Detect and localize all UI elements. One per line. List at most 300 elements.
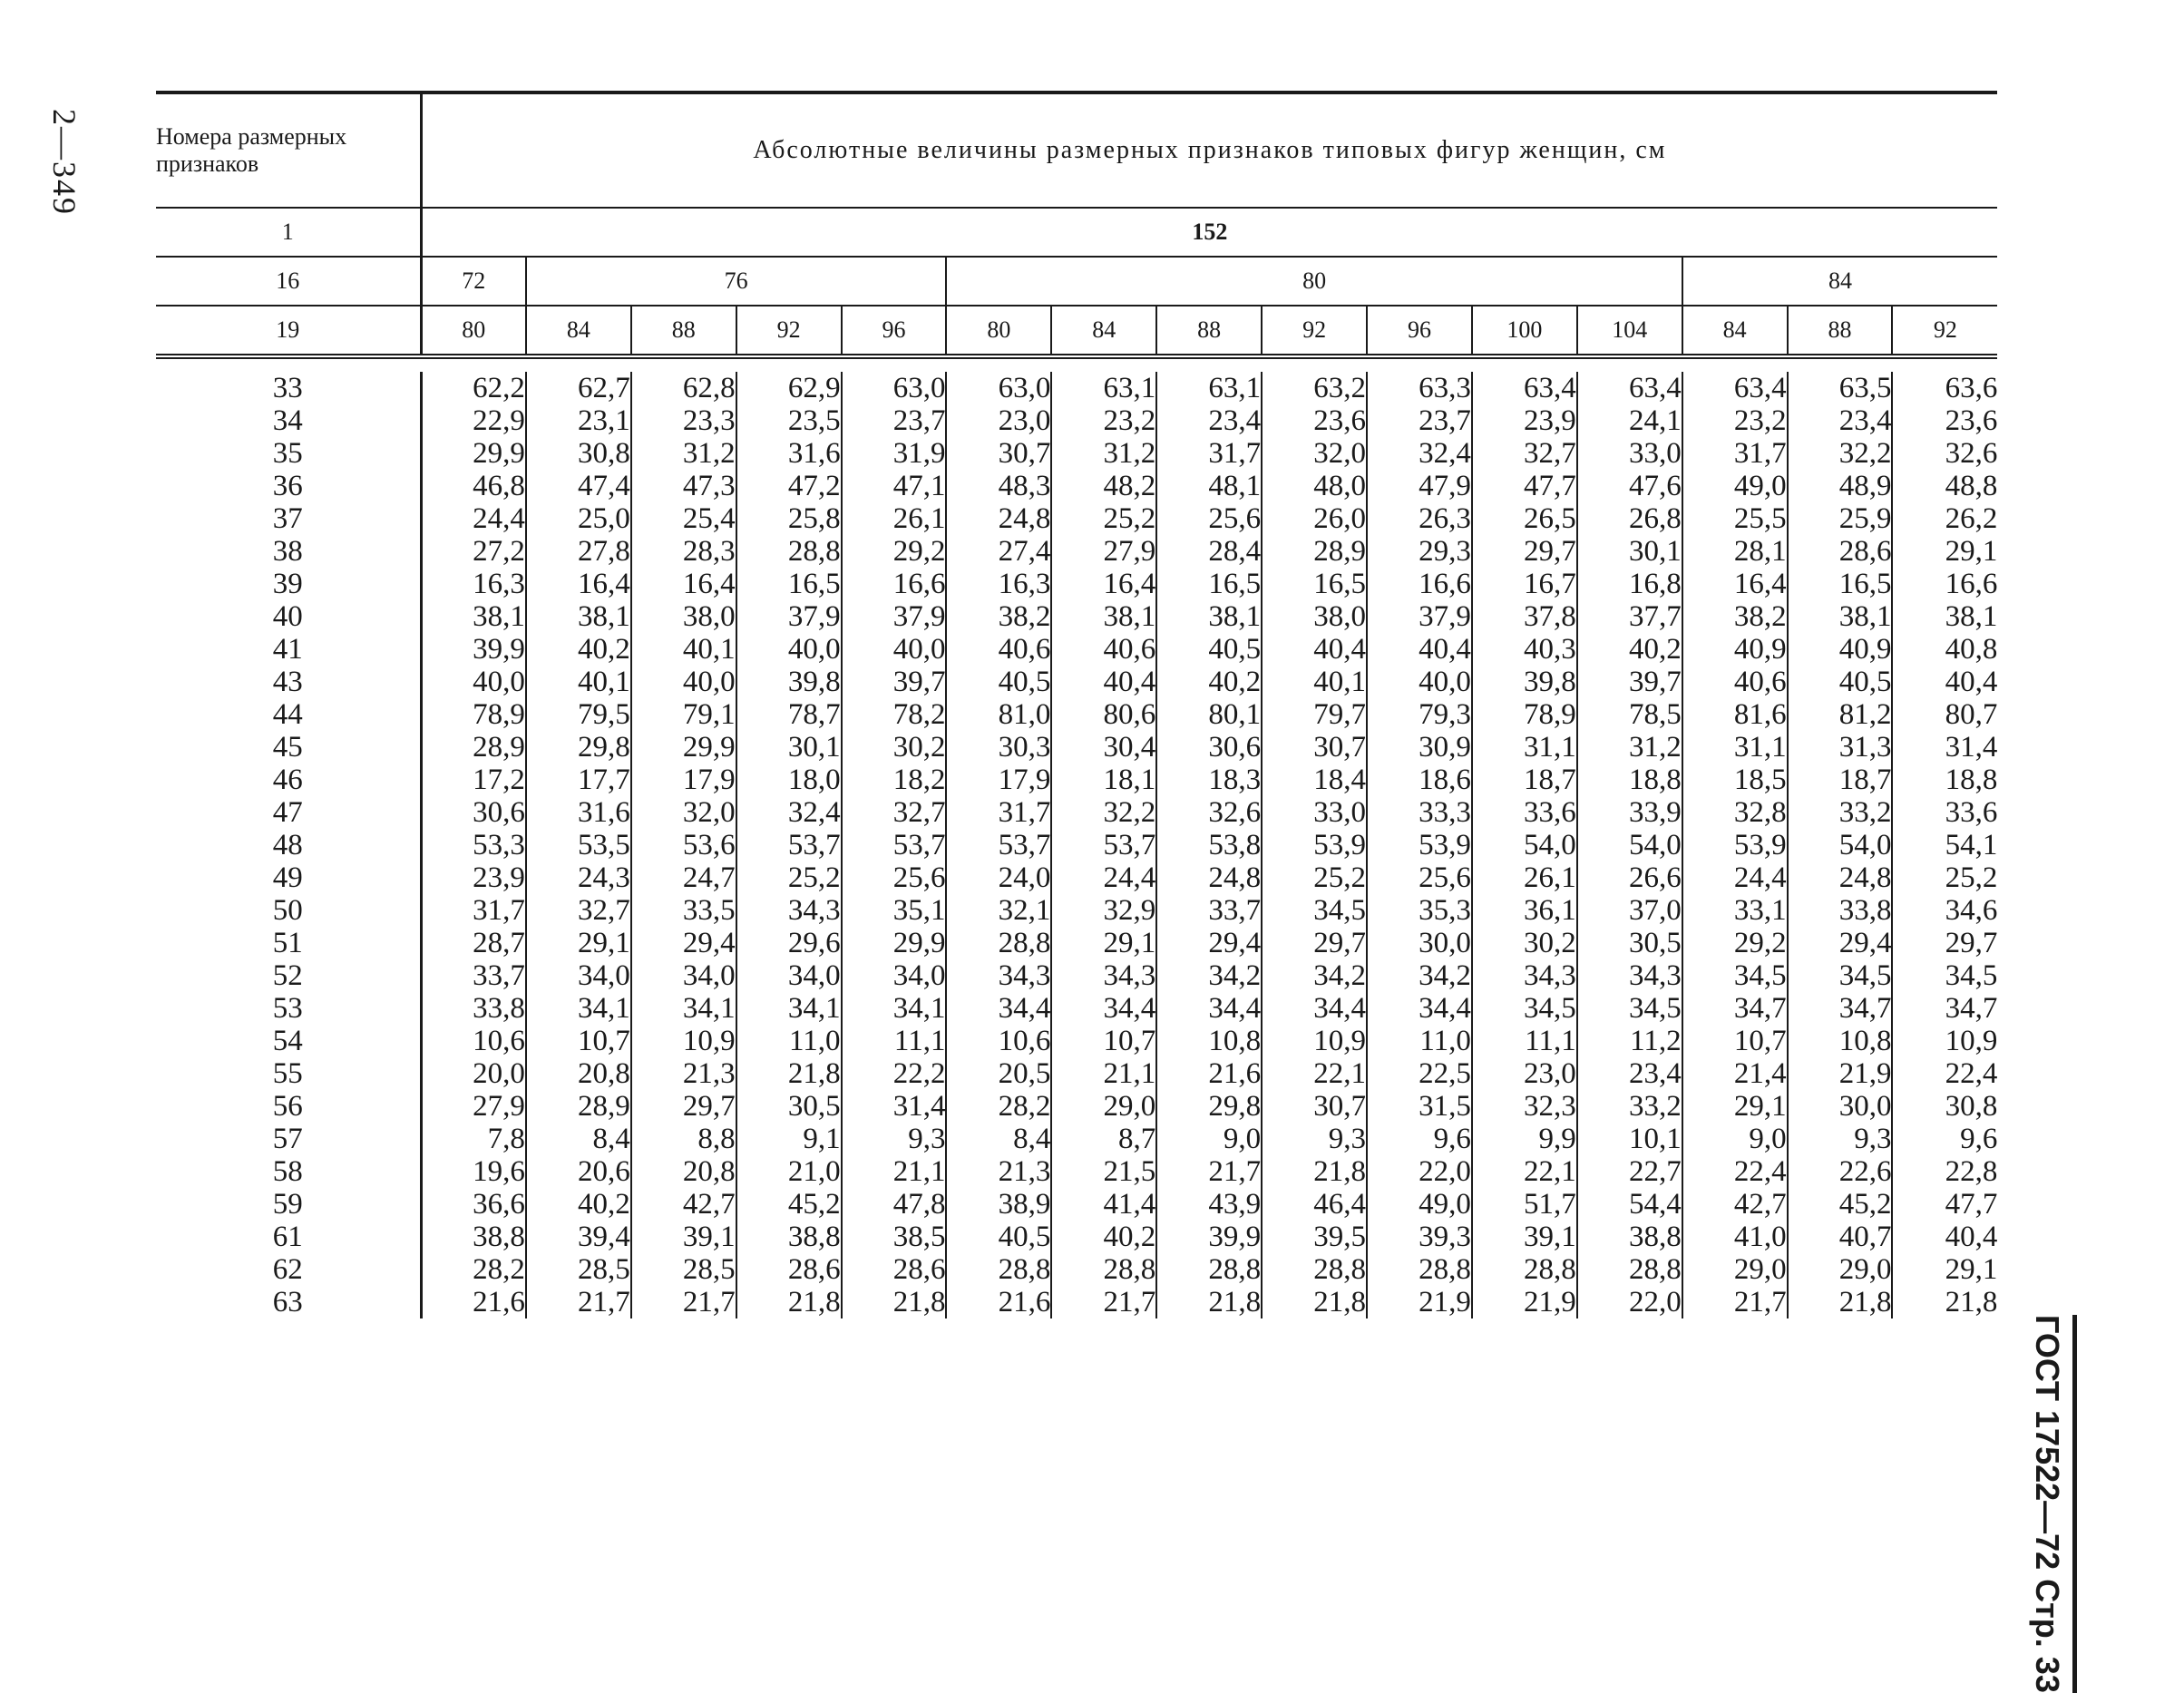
table-cell: 27,9 — [1051, 535, 1156, 568]
table-cell: 21,7 — [631, 1286, 736, 1318]
table-cell: 63,3 — [1367, 372, 1472, 404]
table-row — [156, 861, 1997, 894]
table-cell: 11,0 — [1367, 1025, 1472, 1057]
table-cell: 29,4 — [1156, 927, 1262, 959]
header-level19-value: 80 — [946, 306, 1051, 356]
table-row — [156, 1025, 1997, 1057]
table-cell: 28,8 — [1262, 1253, 1367, 1286]
table-cell: 28,8 — [736, 535, 842, 568]
table-cell: 39,9 — [1156, 1221, 1262, 1253]
table-cell: 24,8 — [1156, 861, 1262, 894]
table-cell: 9,6 — [1367, 1123, 1472, 1155]
table-cell: 51,7 — [1472, 1188, 1577, 1221]
table-cell: 33,6 — [1892, 796, 1997, 829]
table-cell: 25,4 — [631, 502, 736, 535]
header-level19-value: 84 — [1051, 306, 1156, 356]
header-level19-value: 92 — [1262, 306, 1367, 356]
table-cell: 53,3 — [421, 829, 526, 861]
table-cell: 22,0 — [1367, 1155, 1472, 1188]
table-cell: 30,0 — [1367, 927, 1472, 959]
table-cell: 18,0 — [736, 764, 842, 796]
table-cell: 34,0 — [736, 959, 842, 992]
table-cell: 8,8 — [631, 1123, 736, 1155]
table-cell: 23,0 — [1472, 1057, 1577, 1090]
table-cell: 34,5 — [1577, 992, 1682, 1025]
page-number: 2—349 — [46, 109, 83, 216]
table-cell: 62,8 — [631, 372, 736, 404]
table-cell: 34,0 — [842, 959, 947, 992]
table-cell: 30,7 — [1262, 1090, 1367, 1123]
table-cell: 40,5 — [946, 1221, 1051, 1253]
table-cell: 8,4 — [526, 1123, 631, 1155]
table-cell: 22,2 — [842, 1057, 947, 1090]
measurement-number: 41 — [272, 633, 303, 666]
table-cell: 47,4 — [526, 470, 631, 502]
table-cell: 30,0 — [1788, 1090, 1893, 1123]
table-cell: 80,7 — [1892, 698, 1997, 731]
table-cell: 18,7 — [1472, 764, 1577, 796]
table-cell: 39,1 — [1472, 1221, 1577, 1253]
table-cell: 31,9 — [842, 437, 947, 470]
table-cell: 39,4 — [526, 1221, 631, 1253]
table-cell: 25,9 — [1788, 502, 1893, 535]
table-cell: 39,1 — [631, 1221, 736, 1253]
table-cell: 48,3 — [946, 470, 1051, 502]
table-cell: 63,4 — [1577, 372, 1682, 404]
table-cell: 10,6 — [946, 1025, 1051, 1057]
table-cell: 78,5 — [1577, 698, 1682, 731]
table-cell: 33,8 — [1788, 894, 1893, 927]
table-cell: 16,5 — [1788, 568, 1893, 600]
table-row — [156, 470, 1997, 502]
header-level19-value: 104 — [1577, 306, 1682, 356]
table-cell: 21,8 — [736, 1057, 842, 1090]
table-cell: 21,3 — [946, 1155, 1051, 1188]
table-cell: 29,7 — [1472, 535, 1577, 568]
table-cell: 29,4 — [1788, 927, 1893, 959]
table-cell: 34,5 — [1892, 959, 1997, 992]
table-cell: 18,1 — [1051, 764, 1156, 796]
table-cell: 22,0 — [1577, 1286, 1682, 1318]
table-row — [156, 927, 1997, 959]
table-cell: 9,3 — [1788, 1123, 1893, 1155]
table-cell: 32,7 — [526, 894, 631, 927]
header-level-label: 19 — [156, 306, 421, 356]
table-cell: 16,7 — [1472, 568, 1577, 600]
table-cell: 53,9 — [1262, 829, 1367, 861]
table-cell: 49,0 — [1682, 470, 1788, 502]
table-cell: 30,2 — [842, 731, 947, 764]
table-cell: 26,1 — [842, 502, 947, 535]
table-cell: 21,6 — [1156, 1057, 1262, 1090]
table-cell: 34,3 — [736, 894, 842, 927]
table-cell: 37,9 — [736, 600, 842, 633]
table-cell: 34,5 — [1788, 959, 1893, 992]
table-cell: 62,9 — [736, 372, 842, 404]
table-cell: 17,2 — [421, 764, 526, 796]
table-cell: 78,9 — [421, 698, 526, 731]
table-cell: 28,2 — [946, 1090, 1051, 1123]
table-cell: 23,4 — [1577, 1057, 1682, 1090]
table-cell: 16,4 — [526, 568, 631, 600]
table-cell: 47,1 — [842, 470, 947, 502]
table-cell: 27,4 — [946, 535, 1051, 568]
table-cell: 46,8 — [421, 470, 526, 502]
table-cell: 63,4 — [1472, 372, 1577, 404]
table-cell: 23,4 — [1788, 404, 1893, 437]
table-cell: 29,8 — [526, 731, 631, 764]
table-cell: 11,1 — [1472, 1025, 1577, 1057]
table-cell: 16,6 — [1892, 568, 1997, 600]
table-cell: 23,7 — [842, 404, 947, 437]
table-cell: 32,2 — [1788, 437, 1893, 470]
measurement-number: 58 — [272, 1155, 303, 1188]
table-cell: 21,7 — [1682, 1286, 1788, 1318]
table-cell: 40,6 — [1051, 633, 1156, 666]
table-cell: 47,2 — [736, 470, 842, 502]
table-cell: 20,5 — [946, 1057, 1051, 1090]
table-cell: 63,1 — [1051, 372, 1156, 404]
table-row — [156, 437, 1997, 470]
table-cell: 34,2 — [1156, 959, 1262, 992]
table-cell: 25,8 — [736, 502, 842, 535]
table-row — [156, 502, 1997, 535]
table-cell: 32,0 — [1262, 437, 1367, 470]
table-cell: 25,5 — [1682, 502, 1788, 535]
table-cell: 21,8 — [1788, 1286, 1893, 1318]
table-cell: 39,9 — [421, 633, 526, 666]
header-level19-value: 80 — [421, 306, 526, 356]
table-row — [156, 829, 1997, 861]
table-cell: 25,2 — [1262, 861, 1367, 894]
table-cell: 28,4 — [1156, 535, 1262, 568]
table-cell: 25,6 — [1156, 502, 1262, 535]
table-cell: 11,1 — [842, 1025, 947, 1057]
table-cell: 29,1 — [1682, 1090, 1788, 1123]
table-row — [156, 796, 1997, 829]
table-cell: 78,9 — [1472, 698, 1577, 731]
table-cell: 54,0 — [1577, 829, 1682, 861]
table-cell: 7,8 — [421, 1123, 526, 1155]
table-cell: 9,3 — [842, 1123, 947, 1155]
table-cell: 63,6 — [1892, 372, 1997, 404]
table-cell: 47,9 — [1367, 470, 1472, 502]
table-cell: 34,6 — [1892, 894, 1997, 927]
table-cell: 10,9 — [631, 1025, 736, 1057]
table-cell: 8,4 — [946, 1123, 1051, 1155]
table-cell: 40,8 — [1892, 633, 1997, 666]
table-cell: 40,6 — [946, 633, 1051, 666]
table-cell: 10,9 — [1262, 1025, 1367, 1057]
measurement-number: 33 — [272, 372, 303, 404]
table-cell: 22,5 — [1367, 1057, 1472, 1090]
table-cell: 48,2 — [1051, 470, 1156, 502]
measurement-number: 63 — [272, 1286, 303, 1318]
table-cell: 21,5 — [1051, 1155, 1156, 1188]
table-cell: 32,1 — [946, 894, 1051, 927]
table-cell: 38,9 — [946, 1188, 1051, 1221]
table-cell: 34,0 — [631, 959, 736, 992]
table-cell: 63,0 — [946, 372, 1051, 404]
header-level19-value: 92 — [1892, 306, 1997, 356]
header-level19-value: 88 — [1156, 306, 1262, 356]
table-cell: 10,7 — [1051, 1025, 1156, 1057]
table-row — [156, 1057, 1997, 1090]
table-cell: 80,1 — [1156, 698, 1262, 731]
table-cell: 32,9 — [1051, 894, 1156, 927]
table-cell: 34,3 — [1472, 959, 1577, 992]
table-cell: 21,6 — [946, 1286, 1051, 1318]
table-cell: 34,1 — [736, 992, 842, 1025]
table-cell: 33,7 — [421, 959, 526, 992]
table-cell: 16,6 — [842, 568, 947, 600]
table-cell: 40,1 — [526, 666, 631, 698]
table-cell: 34,1 — [631, 992, 736, 1025]
table-cell: 11,0 — [736, 1025, 842, 1057]
table-cell: 32,8 — [1682, 796, 1788, 829]
table-cell: 31,7 — [946, 796, 1051, 829]
table-cell: 18,5 — [1682, 764, 1788, 796]
table-cell: 40,0 — [421, 666, 526, 698]
header-level1-value: 152 — [421, 208, 1997, 257]
table-cell: 21,8 — [1156, 1286, 1262, 1318]
table-cell: 26,6 — [1577, 861, 1682, 894]
table-cell: 40,7 — [1788, 1221, 1893, 1253]
table-cell: 27,9 — [421, 1090, 526, 1123]
table-cell: 20,6 — [526, 1155, 631, 1188]
measurement-number: 35 — [272, 437, 303, 470]
table-cell: 40,2 — [526, 1188, 631, 1221]
measurement-number: 43 — [272, 666, 303, 698]
table-cell: 30,7 — [946, 437, 1051, 470]
table-cell: 23,2 — [1051, 404, 1156, 437]
measurement-number: 34 — [272, 404, 303, 437]
table-cell: 30,5 — [736, 1090, 842, 1123]
table-cell: 29,0 — [1682, 1253, 1788, 1286]
table-cell: 81,6 — [1682, 698, 1788, 731]
table-cell: 21,0 — [736, 1155, 842, 1188]
table-cell: 78,2 — [842, 698, 947, 731]
measurement-number: 54 — [272, 1025, 303, 1057]
table-cell: 78,7 — [736, 698, 842, 731]
header-level19-value: 88 — [1788, 306, 1893, 356]
measurement-number: 57 — [272, 1123, 303, 1155]
header-level19-value: 88 — [631, 306, 736, 356]
table-cell: 31,4 — [842, 1090, 947, 1123]
table-row — [156, 959, 1997, 992]
table-row — [156, 404, 1997, 437]
table-cell: 47,3 — [631, 470, 736, 502]
table-cell: 16,5 — [1262, 568, 1367, 600]
table-cell: 38,5 — [842, 1221, 947, 1253]
table-cell: 53,7 — [946, 829, 1051, 861]
table-cell: 43,9 — [1156, 1188, 1262, 1221]
table-cell: 28,1 — [1682, 535, 1788, 568]
row-header-title: Номера размерных признаков — [156, 94, 421, 208]
table-cell: 31,6 — [736, 437, 842, 470]
table-cell: 53,9 — [1682, 829, 1788, 861]
table-cell: 9,1 — [736, 1123, 842, 1155]
table-cell: 53,9 — [1367, 829, 1472, 861]
table-cell: 24,7 — [631, 861, 736, 894]
table-cell: 40,2 — [526, 633, 631, 666]
table-cell: 53,8 — [1156, 829, 1262, 861]
table-cell: 16,4 — [1051, 568, 1156, 600]
table-cell: 63,5 — [1788, 372, 1893, 404]
table-cell: 81,2 — [1788, 698, 1893, 731]
table-cell: 34,5 — [1682, 959, 1788, 992]
header-level19-value: 84 — [1682, 306, 1788, 356]
table-cell: 54,0 — [1472, 829, 1577, 861]
header-level19-value: 96 — [1367, 306, 1472, 356]
table-cell: 26,0 — [1262, 502, 1367, 535]
table-cell: 24,4 — [1051, 861, 1156, 894]
table-cell: 63,4 — [1682, 372, 1788, 404]
table-cell: 22,4 — [1892, 1057, 1997, 1090]
table-cell: 40,1 — [1262, 666, 1367, 698]
table-cell: 23,1 — [526, 404, 631, 437]
table-cell: 33,7 — [1156, 894, 1262, 927]
table-cell: 40,6 — [1682, 666, 1788, 698]
table-cell: 24,8 — [1788, 861, 1893, 894]
table-cell: 9,9 — [1472, 1123, 1577, 1155]
measurement-number: 47 — [272, 796, 303, 829]
measurement-number: 56 — [272, 1090, 303, 1123]
table-cell: 38,1 — [1788, 600, 1893, 633]
table-cell: 29,6 — [736, 927, 842, 959]
table-cell: 32,2 — [1051, 796, 1156, 829]
table-cell: 31,7 — [421, 894, 526, 927]
table-cell: 47,7 — [1892, 1188, 1997, 1221]
table-cell: 20,0 — [421, 1057, 526, 1090]
table-cell: 10,7 — [1682, 1025, 1788, 1057]
table-cell: 30,3 — [946, 731, 1051, 764]
table-cell: 16,4 — [1682, 568, 1788, 600]
table-cell: 38,1 — [1051, 600, 1156, 633]
table-cell: 37,0 — [1577, 894, 1682, 927]
header-level19-value: 96 — [842, 306, 947, 356]
table-cell: 29,7 — [1262, 927, 1367, 959]
table-cell: 26,3 — [1367, 502, 1472, 535]
table-cell: 28,8 — [946, 1253, 1051, 1286]
table-cell: 10,8 — [1156, 1025, 1262, 1057]
table-cell: 41,4 — [1051, 1188, 1156, 1221]
table-cell: 21,7 — [526, 1286, 631, 1318]
table-cell: 30,2 — [1472, 927, 1577, 959]
table-cell: 10,9 — [1892, 1025, 1997, 1057]
table-cell: 35,3 — [1367, 894, 1472, 927]
table-cell: 16,5 — [1156, 568, 1262, 600]
table-cell: 30,9 — [1367, 731, 1472, 764]
table-row — [156, 1090, 1997, 1123]
table-cell: 21,8 — [842, 1286, 947, 1318]
table-cell: 28,3 — [631, 535, 736, 568]
table-cell: 39,5 — [1262, 1221, 1367, 1253]
measurement-number: 50 — [272, 894, 303, 927]
table-cell: 29,4 — [631, 927, 736, 959]
table-cell: 22,9 — [421, 404, 526, 437]
table-cell: 30,4 — [1051, 731, 1156, 764]
table-cell: 53,7 — [736, 829, 842, 861]
table-cell: 25,6 — [842, 861, 947, 894]
table-cell: 21,3 — [631, 1057, 736, 1090]
table-cell: 33,3 — [1367, 796, 1472, 829]
table-cell: 35,1 — [842, 894, 947, 927]
measurement-number: 37 — [272, 502, 303, 535]
table-cell: 40,4 — [1367, 633, 1472, 666]
table-cell: 22,7 — [1577, 1155, 1682, 1188]
table-cell: 40,4 — [1892, 666, 1997, 698]
table-row — [156, 600, 1997, 633]
table-cell: 21,8 — [1892, 1286, 1997, 1318]
table-row — [156, 894, 1997, 927]
table-row — [156, 1221, 1997, 1253]
table-cell: 37,9 — [1367, 600, 1472, 633]
table-row — [156, 1155, 1997, 1188]
table-cell: 34,1 — [842, 992, 947, 1025]
header-level-label: 1 — [156, 208, 421, 257]
table-cell: 80,6 — [1051, 698, 1156, 731]
table-cell: 28,9 — [421, 731, 526, 764]
table-cell: 10,7 — [526, 1025, 631, 1057]
table-row — [156, 1286, 1997, 1318]
table-cell: 33,0 — [1262, 796, 1367, 829]
table-cell: 31,2 — [1051, 437, 1156, 470]
table-cell: 42,7 — [1682, 1188, 1788, 1221]
table-row — [156, 568, 1997, 600]
table-cell: 34,2 — [1367, 959, 1472, 992]
table-cell: 24,1 — [1577, 404, 1682, 437]
table-cell: 40,5 — [1788, 666, 1893, 698]
table-cell: 8,7 — [1051, 1123, 1156, 1155]
table-cell: 21,8 — [736, 1286, 842, 1318]
table-cell: 10,1 — [1577, 1123, 1682, 1155]
table-cell: 26,2 — [1892, 502, 1997, 535]
table-cell: 81,0 — [946, 698, 1051, 731]
table-cell: 29,7 — [1892, 927, 1997, 959]
table-cell: 37,7 — [1577, 600, 1682, 633]
table-cell: 10,8 — [1788, 1025, 1893, 1057]
table-cell: 25,0 — [526, 502, 631, 535]
table-cell: 23,4 — [1156, 404, 1262, 437]
table-cell: 31,3 — [1788, 731, 1893, 764]
table-cell: 33,9 — [1577, 796, 1682, 829]
table-cell: 17,9 — [946, 764, 1051, 796]
table-cell: 79,1 — [631, 698, 736, 731]
table-cell: 40,0 — [631, 666, 736, 698]
table-row — [156, 372, 1997, 404]
table-cell: 53,7 — [1051, 829, 1156, 861]
table-row — [156, 992, 1997, 1025]
table-cell: 34,4 — [1262, 992, 1367, 1025]
header-level16-value: 72 — [421, 257, 526, 306]
table-cell: 40,5 — [1156, 633, 1262, 666]
table-cell: 29,9 — [842, 927, 947, 959]
table-cell: 30,8 — [1892, 1090, 1997, 1123]
table-cell: 47,6 — [1577, 470, 1682, 502]
gost-label-text: ГОСТ 17522—72 Стр. 33 — [2029, 1315, 2066, 1693]
table-cell: 31,1 — [1472, 731, 1577, 764]
table-cell: 23,3 — [631, 404, 736, 437]
table-cell: 29,9 — [421, 437, 526, 470]
table-cell: 21,1 — [1051, 1057, 1156, 1090]
measurement-number: 61 — [272, 1221, 303, 1253]
table-cell: 33,5 — [631, 894, 736, 927]
table-cell: 33,2 — [1788, 796, 1893, 829]
table-cell: 42,7 — [631, 1188, 736, 1221]
table-cell: 10,6 — [421, 1025, 526, 1057]
table-cell: 25,2 — [1892, 861, 1997, 894]
